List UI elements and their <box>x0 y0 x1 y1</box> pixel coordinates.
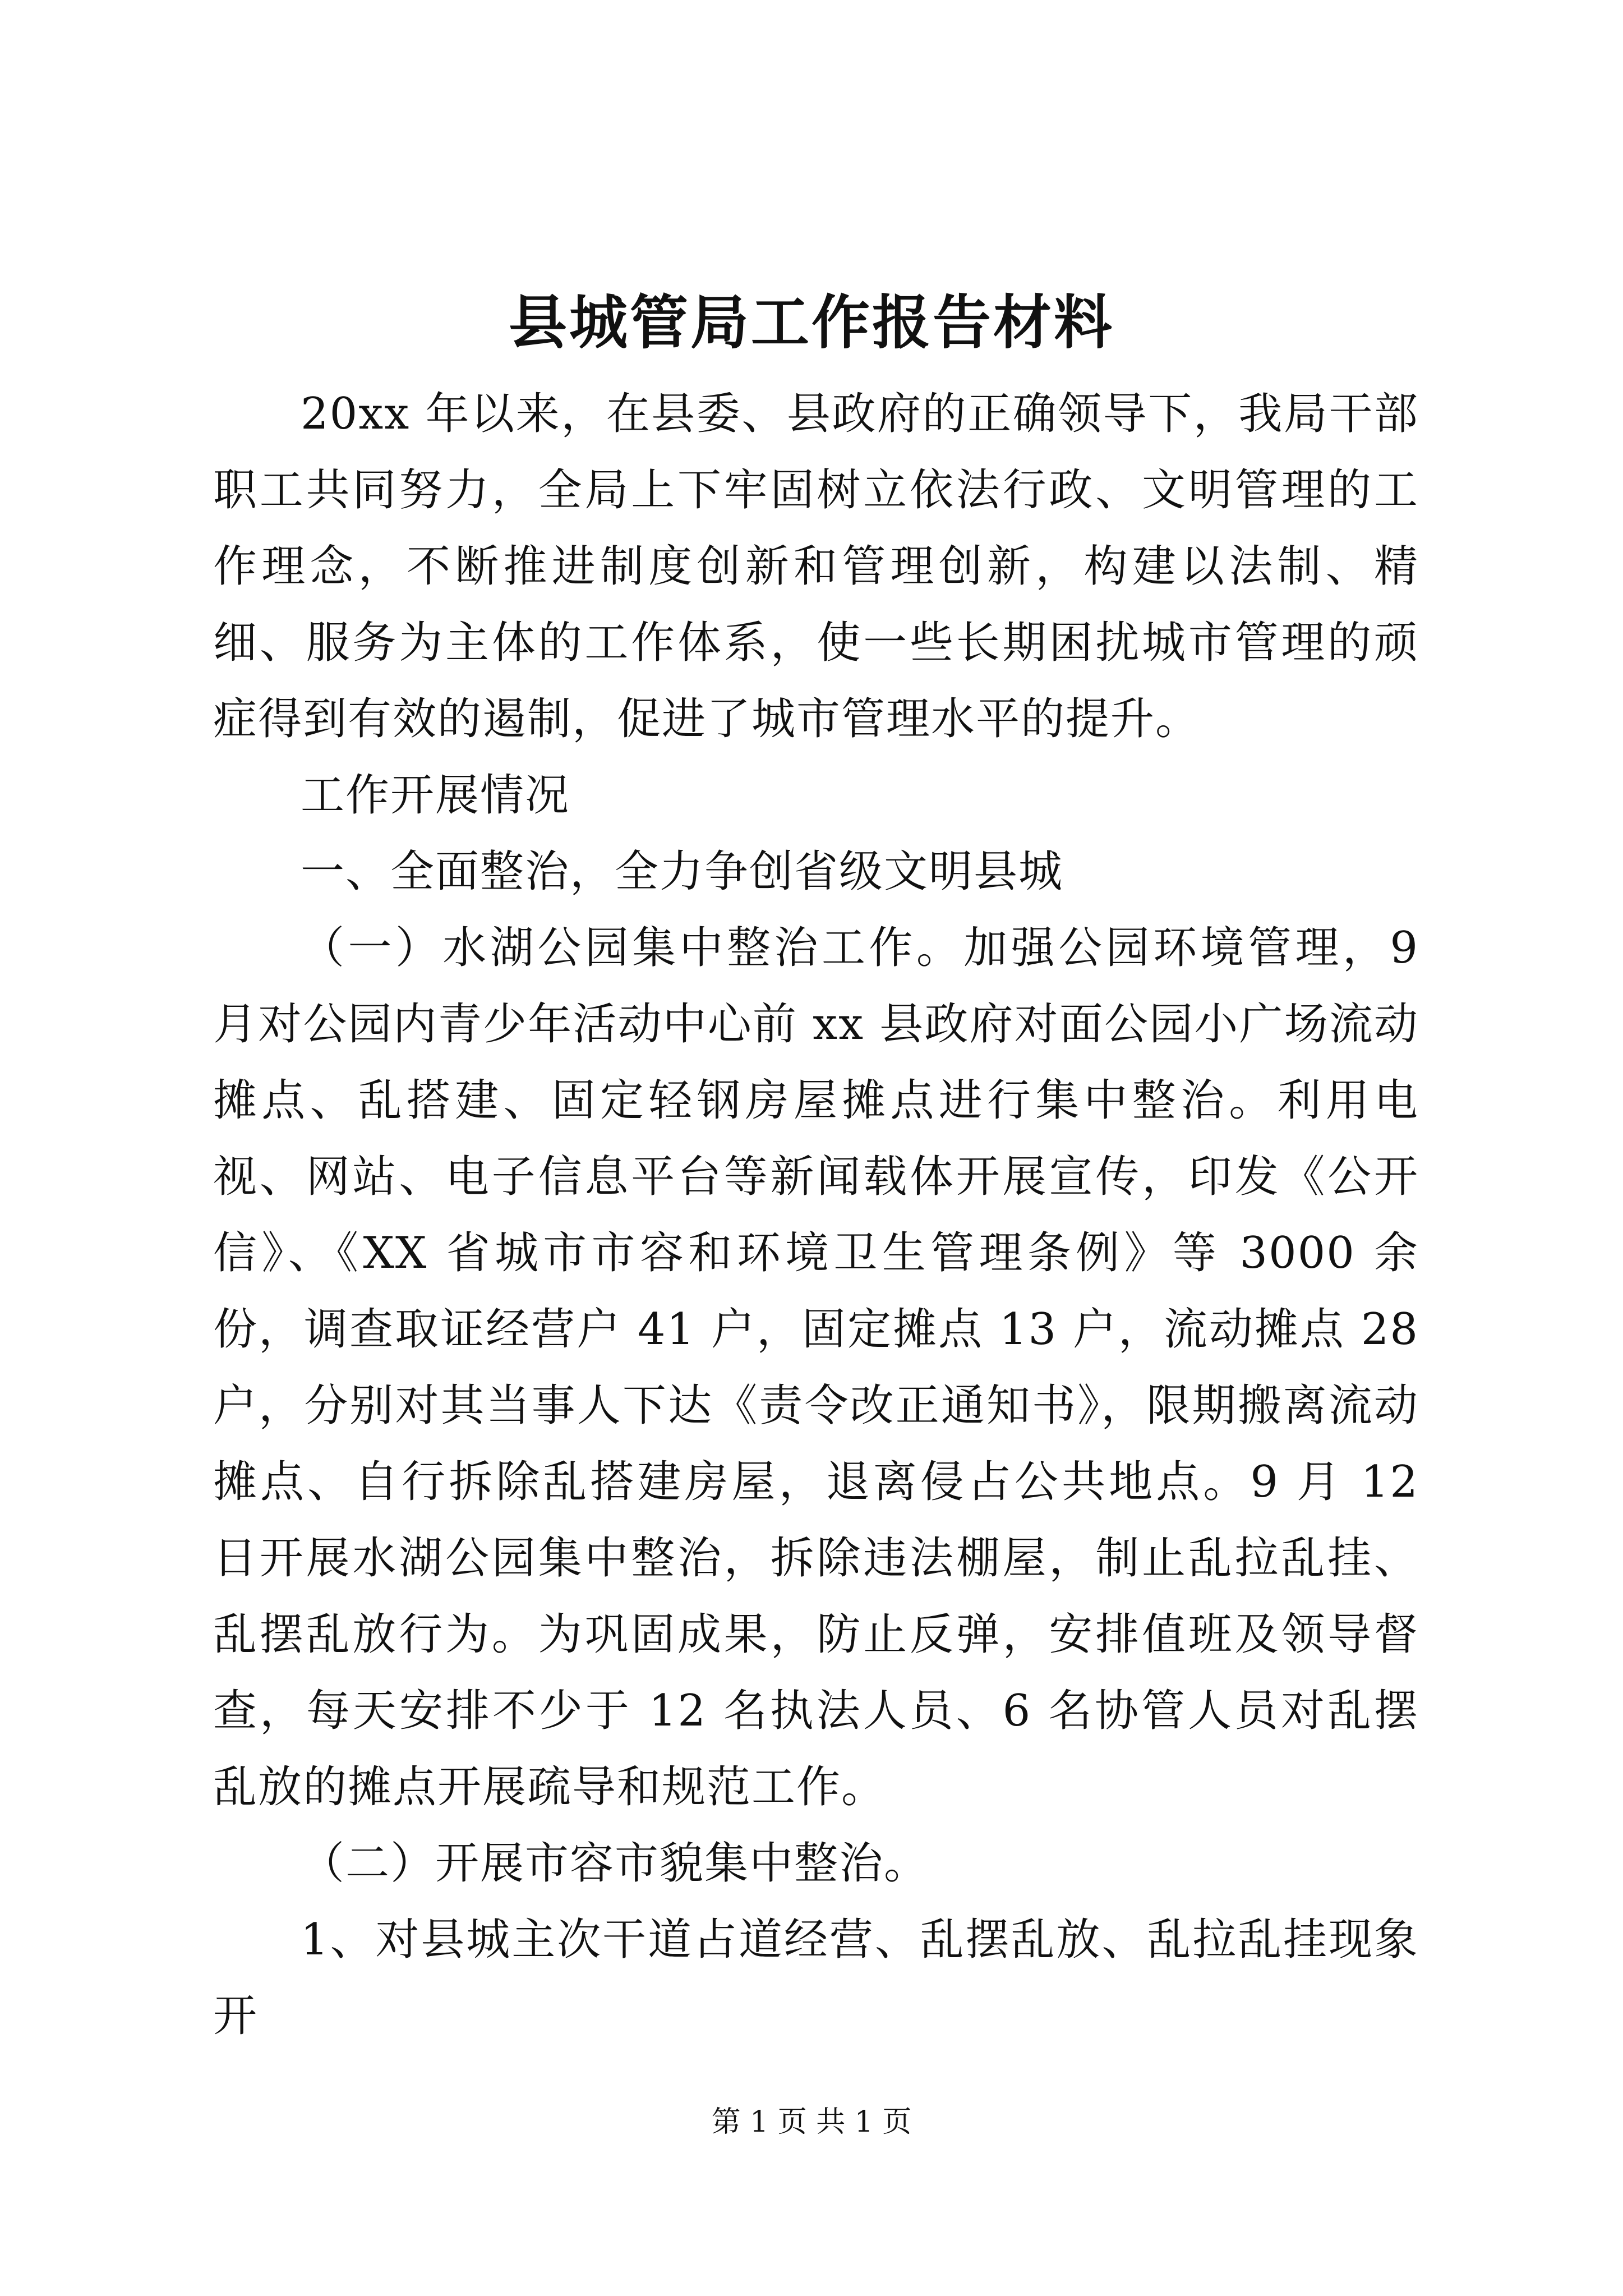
document-body <box>213 376 1419 2054</box>
intro-paragraph: 20xx 年以来，在县委、县政府的正确领导下，我局干部职工共同努力，全局上下牢固树立依法行政、文明管理的工作理念，不断推进制度创新和管理创新，构建以法制、精细、服务为主体的工作体系，使一些长期困扰城市管理的顽症得到有效的遏制，促进了城市管理水平的提升。 <box>213 389 1419 744</box>
document-title: 县城管局工作报告材料 <box>508 288 1114 357</box>
paragraph-park-rectification: （一）水湖公园集中整治工作。加强公园环境管理，9 月对公园内青少年活动中心前 xx 县政府对面公园小广场流动摊点、乱搭建、固定轻钢房屋摊点进行集中整治。利用电视、网站、电子信息平台等新闻载体开展宣传，印发《公开信》、《XX 省城市市容和环境卫生管理条例》等 3000 余份，调查取证经营户 41 户，固定摊点 13 户，流动摊点 28 户，分别对其当事人下达《责令改正通知书》，限期搬离流动摊点、自行拆除乱搭建房屋，退离侵占公共地点。9 月 12 日开展水湖公园集中整治，拆除违法棚屋，制止乱拉乱挂、乱摆乱放行为。为巩固成果，防止反弹，安排值班及领导督查，每天安排不少于 12 名执法人员、6 名协管人员对乱摆乱放的摊点开展疏导和规范工作。 <box>213 923 1419 1812</box>
subheading-city-appearance: （二）开展市容市貌集中整治。 <box>301 1838 929 1889</box>
page-footer: 第 1 页 共 1 页 <box>711 2105 912 2139</box>
section-heading-work-status: 工作开展情况 <box>301 770 570 821</box>
section-heading-one: 一、全面整治，全力争创省级文明县城 <box>301 846 1064 897</box>
paragraph-item-one: 1、对县城主次干道占道经营、乱摆乱放、乱拉乱挂现象开 <box>213 1915 1419 2041</box>
